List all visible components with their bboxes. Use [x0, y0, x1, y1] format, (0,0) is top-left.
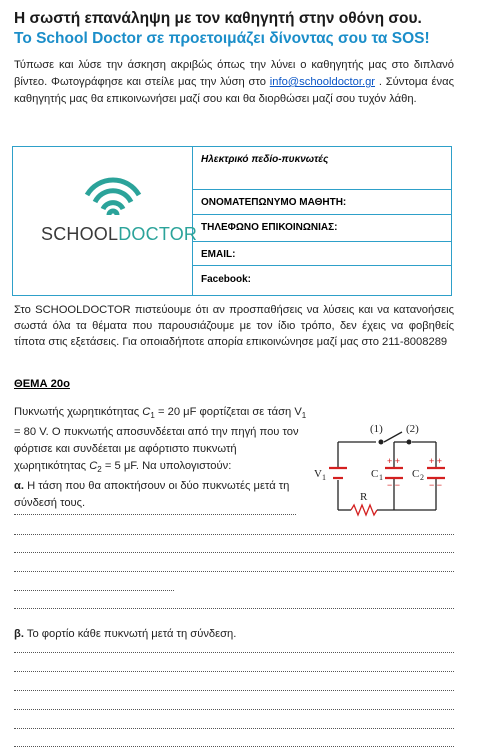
intro-paragraph — [14, 57, 454, 108]
intro-text-end: . Σύντομα ένας καθηγητής μας θα επικοινωνήσει μαζί σου και θα διορθώσει μαζί σου τυχόν λάθη. — [14, 76, 454, 105]
answer-line[interactable] — [14, 534, 454, 535]
question-a-text: Η τάση που θα αποκτήσουν οι δύο πυκνωτές μετά τη σύνδεσή τους. — [14, 480, 290, 510]
answer-line[interactable] — [14, 709, 454, 710]
symbol-c2: C — [89, 460, 98, 473]
email-field[interactable]: EMAIL: — [193, 242, 451, 266]
name-field[interactable]: ΟΝΟΜΑΤΕΠΩΝΥΜΟ ΜΑΘΗΤΗ: — [193, 190, 451, 215]
intro-text: Τύπωσε και λύσε την άσκηση ακριβώς όπως την λύνει ο καθηγητής μας στο διπλανό βίντεο. Φωτογράφησε και στείλε μας την λύση στο — [14, 59, 454, 88]
circuit-label-c1: C — [371, 468, 379, 480]
answer-line[interactable] — [14, 514, 296, 515]
circuit-diagram — [308, 420, 458, 520]
answer-line[interactable] — [14, 746, 454, 747]
circuit-label-2: (2) — [406, 423, 419, 435]
problem-text-2: = 20 μF φορτίζεται σε τάση V — [154, 406, 302, 418]
circuit-label-c1-sub: 1 — [379, 473, 383, 482]
circuit-label-1: (1) — [370, 423, 383, 435]
circuit-label-r: R — [360, 491, 368, 503]
question-a-label: α. — [14, 480, 24, 493]
answer-line[interactable] — [14, 608, 454, 609]
circuit-label-v: V — [314, 468, 322, 480]
symbol-c1: C — [142, 406, 151, 418]
info-paragraph: Στο SCHOOLDOCTOR πιστεύουμε ότι αν προσπαθήσεις να λύσεις και να κατανοήσεις σωστά όλα τα θέματα που παρουσιάζουμε με τον ίδιο τρόπο, δεν έχεις να φοβηθείς τίποτα στις εξετάσεις. Για οποιαδήποτε απορία επικοινώνησε μαζί μας στο 211-8008289 — [14, 304, 454, 348]
svg-text:− −: − − — [429, 480, 443, 490]
question-b — [14, 628, 236, 640]
answer-line[interactable] — [14, 728, 454, 729]
logo-doctor: DOCTOR — [118, 224, 198, 244]
sub-2: 2 — [97, 465, 102, 475]
answer-line[interactable] — [14, 552, 454, 553]
answer-line[interactable] — [14, 652, 454, 653]
logo-school: SCHOOL — [41, 224, 119, 244]
circuit-label-c2-sub: 2 — [420, 473, 424, 482]
logo-panel — [13, 147, 198, 295]
answer-line[interactable] — [14, 571, 454, 572]
phone-field[interactable]: ΤΗΛΕΦΩΝΟ ΕΠΙΚΟΙΝΩΝΙΑΣ: — [193, 215, 451, 242]
problem-text-3: = 80 V. Ο πυκνωτής αποσυνδέεται από την πηγή που τον φόρτισε και συνδέεται με αφόρτιστο πυκνωτή χωρητικότητας — [14, 426, 299, 473]
svg-text:− −: − − — [387, 480, 401, 490]
title-line-2: Το School Doctor σε προετοιμάζει δίνοντας σου τα SOS! — [14, 30, 430, 47]
theme-heading: ΘΕΜΑ 20ο — [14, 378, 70, 390]
student-info-card — [12, 146, 452, 296]
logo-wordmark — [41, 224, 197, 245]
circuit-label-c2: C — [412, 468, 420, 480]
answer-line[interactable] — [14, 590, 174, 591]
sub-1: 1 — [150, 411, 155, 421]
sub-v1: 1 — [301, 411, 307, 421]
title-line-1: Η σωστή επανάληψη με τον καθηγητή στην οθόνη σου. — [14, 10, 422, 27]
wifi-logo-icon — [83, 177, 143, 219]
facebook-field[interactable]: Facebook: — [201, 274, 252, 285]
problem-text-4: = 5 μF. Να υπολογιστούν: — [101, 460, 232, 473]
question-b-text: Το φορτίο κάθε πυκνωτή μετά τη σύνδεση. — [23, 628, 237, 640]
answer-line[interactable] — [14, 690, 454, 691]
subject-cell: Ηλεκτρικό πεδίο-πυκνωτές — [193, 147, 451, 190]
question-b-label: β. — [14, 628, 24, 640]
answer-line[interactable] — [14, 671, 454, 672]
problem-text: Πυκνωτής χωρητικότητας — [14, 406, 143, 418]
problem-statement — [14, 404, 309, 512]
svg-text:+ +: + + — [429, 456, 443, 466]
svg-text:+ +: + + — [387, 456, 401, 466]
email-link[interactable]: info@schooldoctor.gr — [269, 76, 376, 88]
circuit-label-v-sub: 1 — [322, 473, 326, 482]
